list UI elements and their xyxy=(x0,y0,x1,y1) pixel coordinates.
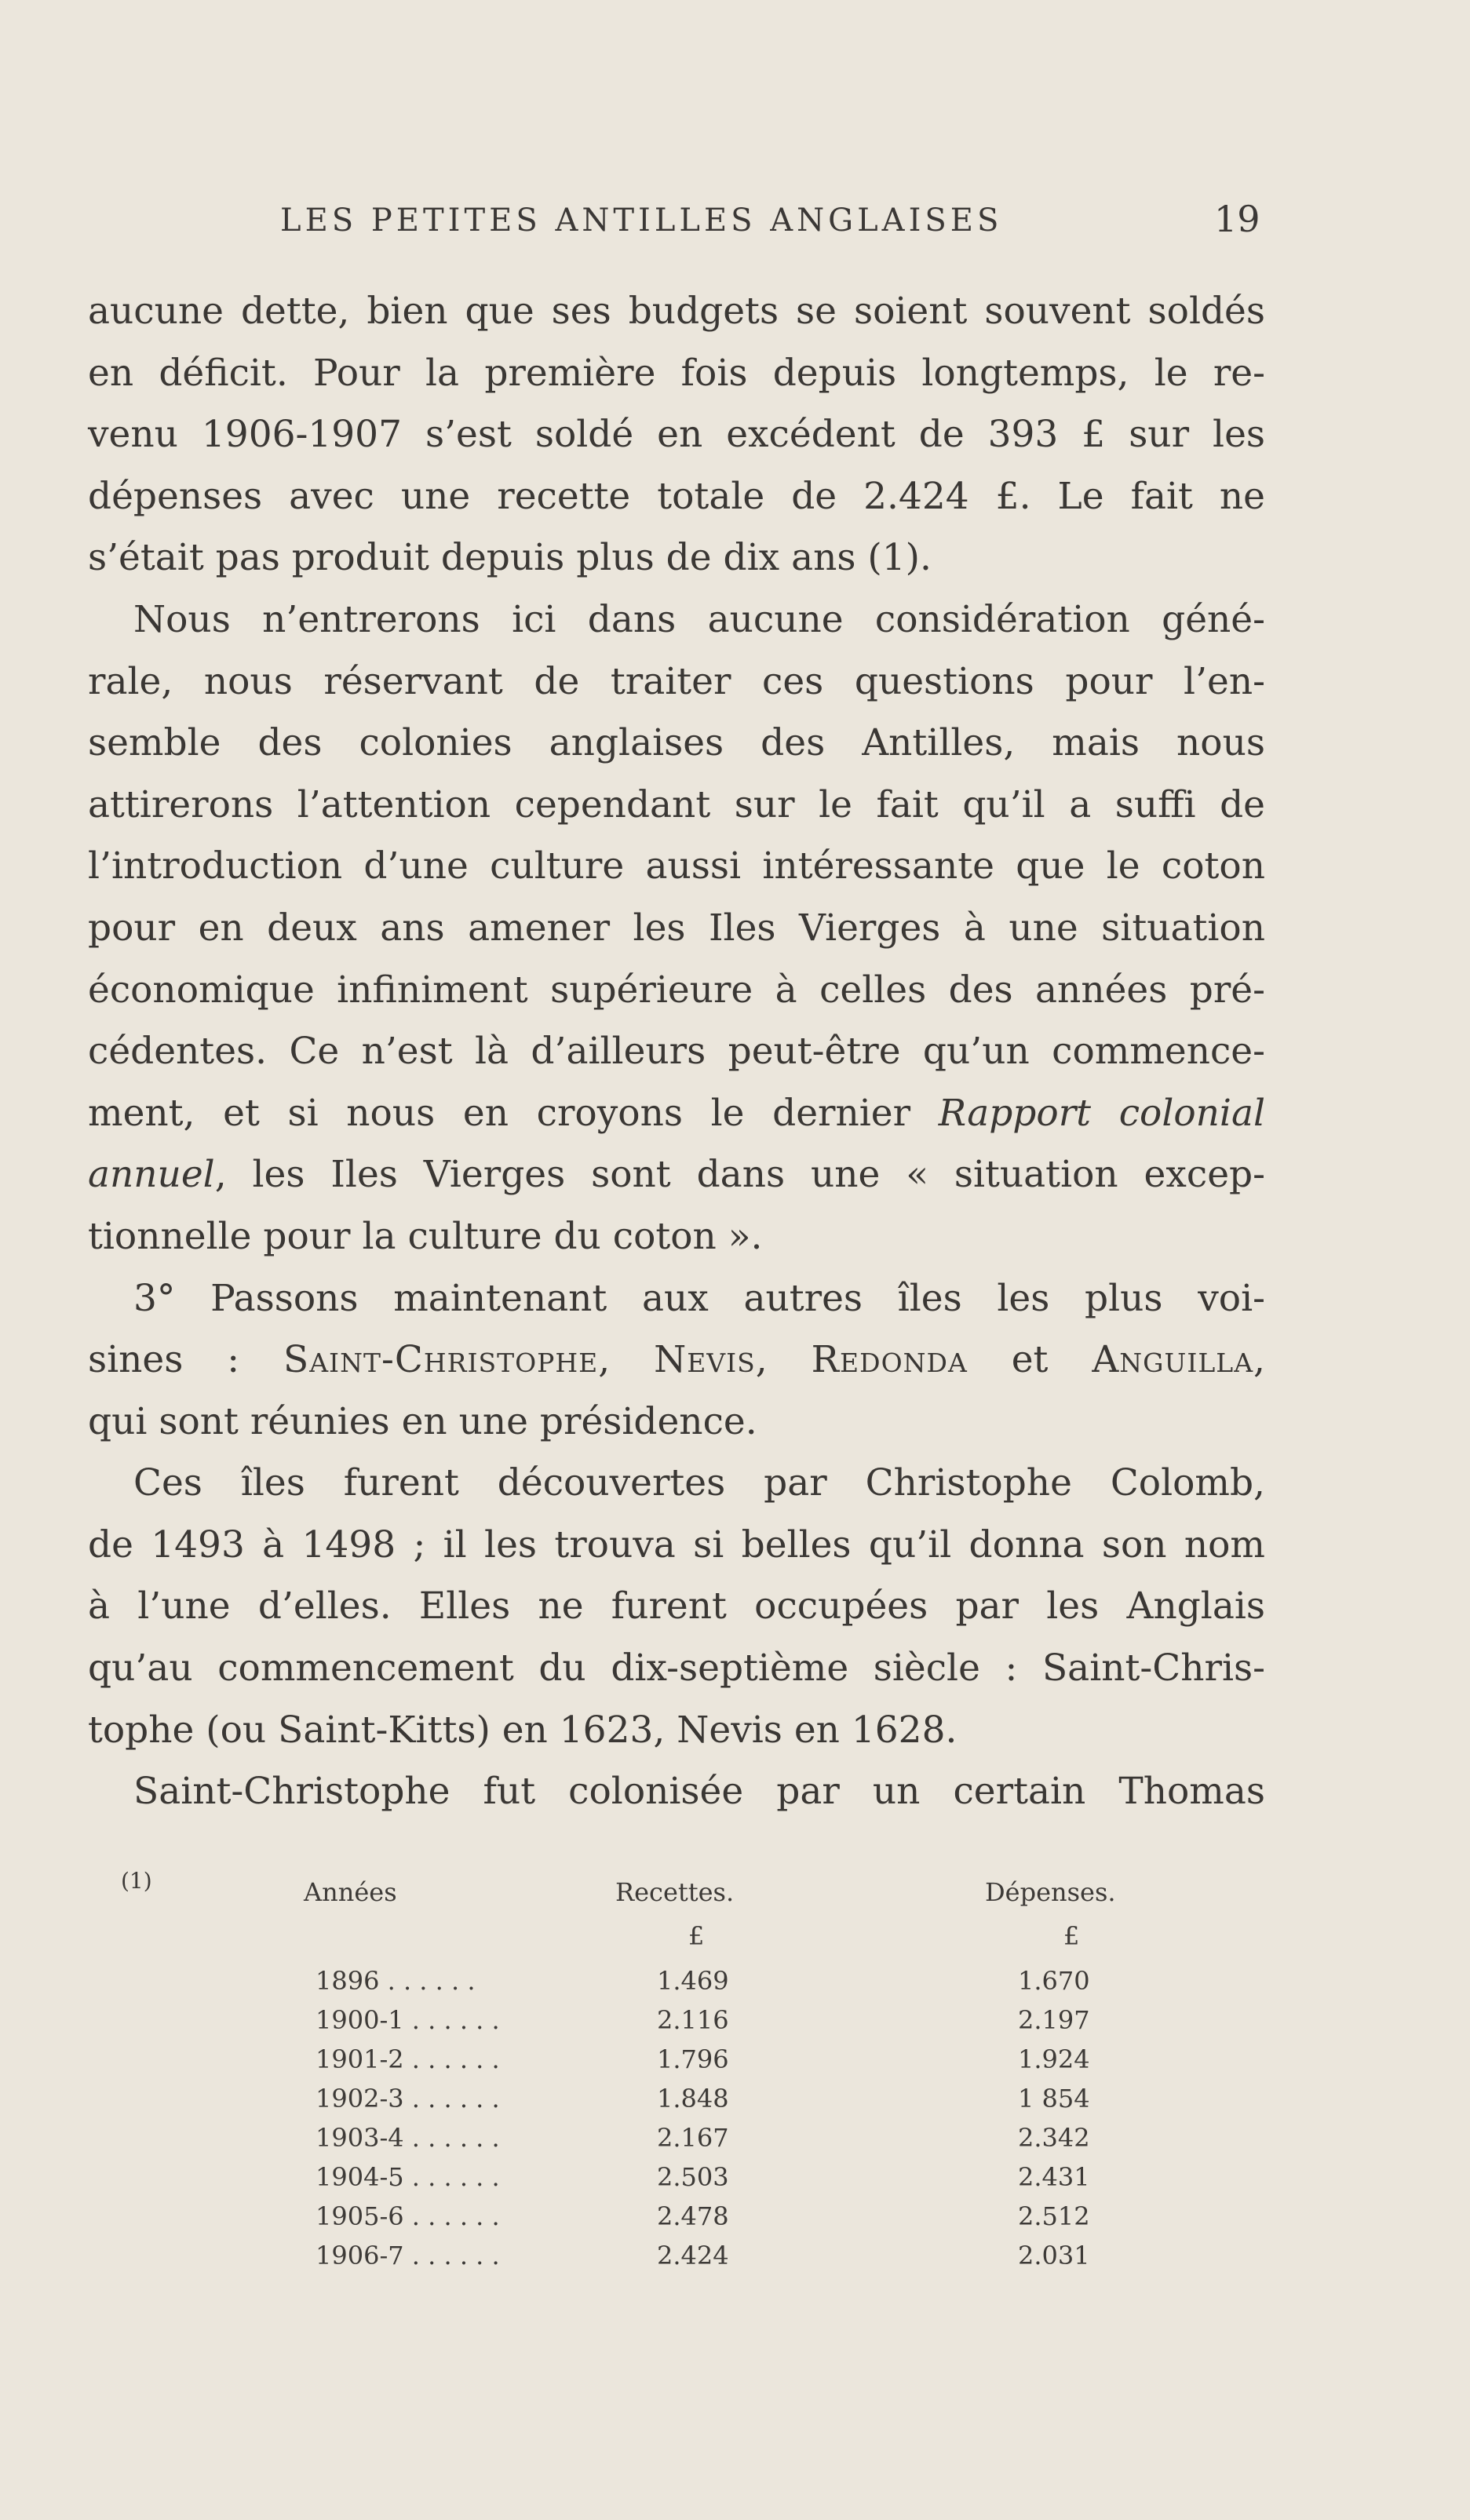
text-line: s’était pas produit depuis plus de dix ans (1). xyxy=(88,536,932,580)
text-line xyxy=(88,1144,1265,1206)
text-line: attirerons l’attention cependant sur le fait qu’il a suffi de xyxy=(88,782,1265,826)
column-header-expenses: Dépenses. xyxy=(985,1877,1116,1907)
cell-year: 1896 . . . . . . xyxy=(316,1966,476,1996)
text-line: qu’au commencement du dix-septième siècle : Saint-Chris- xyxy=(88,1647,1265,1690)
cell-expenses: 1 854 xyxy=(1018,2084,1090,2113)
cell-receipts: 2.116 xyxy=(657,2005,729,2035)
cell-year: 1905-6 . . . . . . xyxy=(316,2201,500,2231)
text-line: Ces îles furent découvertes par Christophe Colomb, xyxy=(133,1461,1265,1505)
text-line: pour en deux ans amener les Iles Vierges à une situation xyxy=(88,906,1265,950)
running-header xyxy=(88,198,1265,250)
cell-year: 1906-7 . . . . . . xyxy=(316,2241,500,2270)
cell-receipts: 2.424 xyxy=(657,2241,729,2270)
text-line: de 1493 à 1498 ; il les trouva si belles qu’il donna son nom xyxy=(88,1523,1265,1566)
table-row xyxy=(88,2084,1187,2123)
cell-year: 1901-2 . . . . . . xyxy=(316,2044,500,2074)
cell-expenses: 2.197 xyxy=(1018,2005,1090,2035)
unit-receipts: £ xyxy=(688,1921,705,1951)
text-line: tionnelle pour la culture du coton ». xyxy=(88,1214,763,1258)
cell-receipts: 2.478 xyxy=(657,2201,729,2231)
text-line: rale, nous réservant de traiter ces questions pour l’en- xyxy=(88,659,1265,703)
cell-year: 1902-3 . . . . . . xyxy=(316,2084,500,2113)
text-line: à l’une d’elles. Elles ne furent occupées par les Anglais xyxy=(88,1585,1265,1628)
cell-expenses: 2.031 xyxy=(1018,2241,1090,2270)
text-line: l’introduction d’une culture aussi intéressante que le coton xyxy=(88,844,1265,888)
cell-expenses: 2.512 xyxy=(1018,2201,1090,2231)
text-segment: ment, et si nous en croyons le dernier xyxy=(88,1091,939,1135)
cell-receipts: 2.167 xyxy=(657,2123,729,2153)
cell-year: 1903-4 . . . . . . xyxy=(316,2123,500,2153)
column-header-receipts: Recettes. xyxy=(615,1877,735,1907)
text-line: Nous n’entrerons ici dans aucune considération géné- xyxy=(133,597,1265,641)
page-number: 19 xyxy=(1214,198,1260,240)
running-title: LES PETITES ANTILLES ANGLAISES xyxy=(280,202,1003,239)
text-line: tophe (ou Saint-Kitts) en 1623, Nevis en 1628. xyxy=(88,1708,958,1752)
unit-expenses: £ xyxy=(1063,1921,1080,1951)
cell-receipts: 1.848 xyxy=(657,2084,729,2113)
text-line: Saint-Christophe fut colonisée par un certain Thomas xyxy=(133,1770,1265,1814)
table-row xyxy=(88,2123,1187,2162)
table-row xyxy=(88,2201,1187,2241)
text-line: en déficit. Pour la première fois depuis longtemps, le re- xyxy=(88,351,1265,395)
island-name: Redonda xyxy=(811,1338,968,1382)
cell-receipts: 1.469 xyxy=(657,1966,729,1996)
cell-year: 1904-5 . . . . . . xyxy=(316,2162,500,2192)
text-segment: sines : xyxy=(88,1338,284,1382)
column-header-years: Années xyxy=(304,1877,397,1907)
cell-expenses: 2.342 xyxy=(1018,2123,1090,2153)
text-line: aucune dette, bien que ses budgets se soient souvent soldés xyxy=(88,290,1265,333)
text-segment: et xyxy=(967,1338,1092,1382)
cell-receipts: 1.796 xyxy=(657,2044,729,2074)
text-line: économique infiniment supérieure à celles des années pré- xyxy=(88,968,1265,1012)
table-row xyxy=(88,2005,1187,2044)
italic-title: annuel xyxy=(88,1153,215,1197)
body-text xyxy=(88,281,1265,1823)
cell-year: 1900-1 . . . . . . xyxy=(316,2005,500,2035)
text-line: venu 1906-1907 s’est soldé en excédent de 393 £ sur les xyxy=(88,413,1265,457)
island-name: Nevis xyxy=(654,1338,756,1382)
island-name: Anguilla xyxy=(1092,1338,1254,1382)
island-name: Saint-Christophe xyxy=(283,1338,599,1382)
cell-expenses: 1.670 xyxy=(1018,1966,1090,1996)
text-line: qui sont réunies en une présidence. xyxy=(88,1399,757,1443)
text-segment: , les Iles Vierges sont dans une « situation excep- xyxy=(214,1153,1265,1197)
italic-title: Rapport colonial xyxy=(938,1091,1266,1135)
text-line: semble des colonies anglaises des Antilles, mais nous xyxy=(88,721,1265,765)
text-line: cédentes. Ce n’est là d’ailleurs peut-être qu’un commence- xyxy=(88,1030,1265,1074)
cell-receipts: 2.503 xyxy=(657,2162,729,2192)
table-row xyxy=(88,1966,1187,2005)
text-segment: , xyxy=(755,1338,812,1382)
cell-expenses: 2.431 xyxy=(1018,2162,1090,2192)
text-line xyxy=(88,1083,1265,1145)
table-row xyxy=(88,2044,1187,2084)
cell-expenses: 1.924 xyxy=(1018,2044,1090,2074)
text-line: 3° Passons maintenant aux autres îles les plus voi- xyxy=(133,1276,1265,1320)
text-segment: , xyxy=(598,1338,655,1382)
table-row xyxy=(88,2162,1187,2201)
text-line xyxy=(88,1329,1265,1391)
footnote-table xyxy=(88,1868,1187,2307)
text-line: dépenses avec une recette totale de 2.424 £. Le fait ne xyxy=(88,474,1265,518)
table-row xyxy=(88,2241,1187,2280)
text-segment: , xyxy=(1253,1338,1265,1382)
footnote-marker: (1) xyxy=(121,1868,152,1894)
